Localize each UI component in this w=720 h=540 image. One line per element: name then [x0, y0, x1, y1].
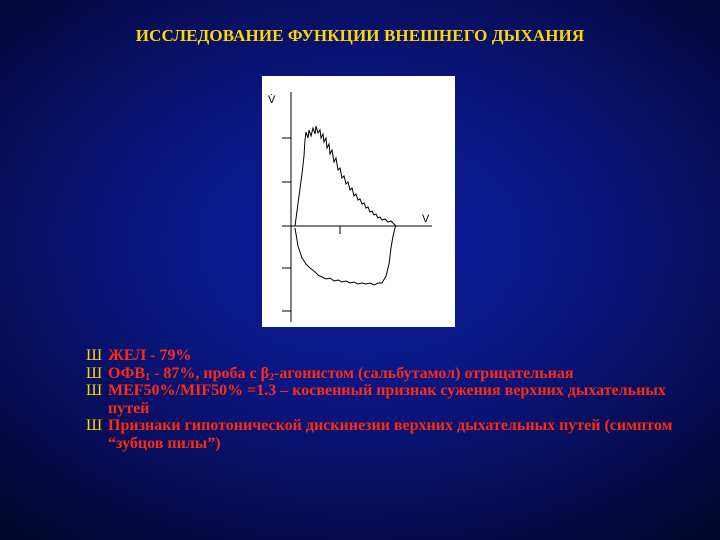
finding-text: [108, 365, 574, 382]
flow-volume-loop-figure: [262, 76, 455, 327]
beta-subscript: 2: [269, 371, 275, 383]
x-axis-label: V: [422, 213, 430, 225]
bullet-marker-icon: Ш: [86, 417, 103, 434]
slide-title: ИССЛЕДОВАНИЕ ФУНКЦИИ ВНЕШНЕГО ДЫХАНИЯ: [135, 26, 585, 45]
fev1-middle: - 87%, проба с β: [150, 364, 270, 382]
findings-list: [86, 347, 686, 452]
finding-text: Признаки гипотонической дискинезии верхних дыхательных путей (симптом “зубцов пилы”): [108, 417, 673, 452]
inspiratory-curve: [295, 226, 396, 285]
fev1-subscript: 1: [145, 371, 151, 383]
finding-fev1: [86, 365, 686, 383]
finding-text: ЖЕЛ - 79%: [108, 347, 192, 364]
fev1-suffix: -агонистом (сальбутамол) отрицательная: [274, 364, 574, 382]
bullet-marker-icon: Ш: [86, 347, 103, 364]
fev1-prefix: ОФВ: [108, 364, 146, 382]
finding-vital-capacity: [86, 347, 686, 365]
y-axis-label: V̇: [268, 94, 276, 106]
finding-text: MEF50%/MIF50% =1.3 – косвенный признак сужения верхних дыхательных путей: [108, 382, 666, 417]
expiratory-curve: [295, 126, 396, 226]
bullet-marker-icon: Ш: [86, 382, 103, 399]
finding-mef-mif-ratio: [86, 382, 686, 417]
finding-dyskinesia: [86, 417, 686, 452]
flow-volume-loop-svg: [262, 76, 455, 327]
bullet-marker-icon: Ш: [86, 364, 103, 382]
